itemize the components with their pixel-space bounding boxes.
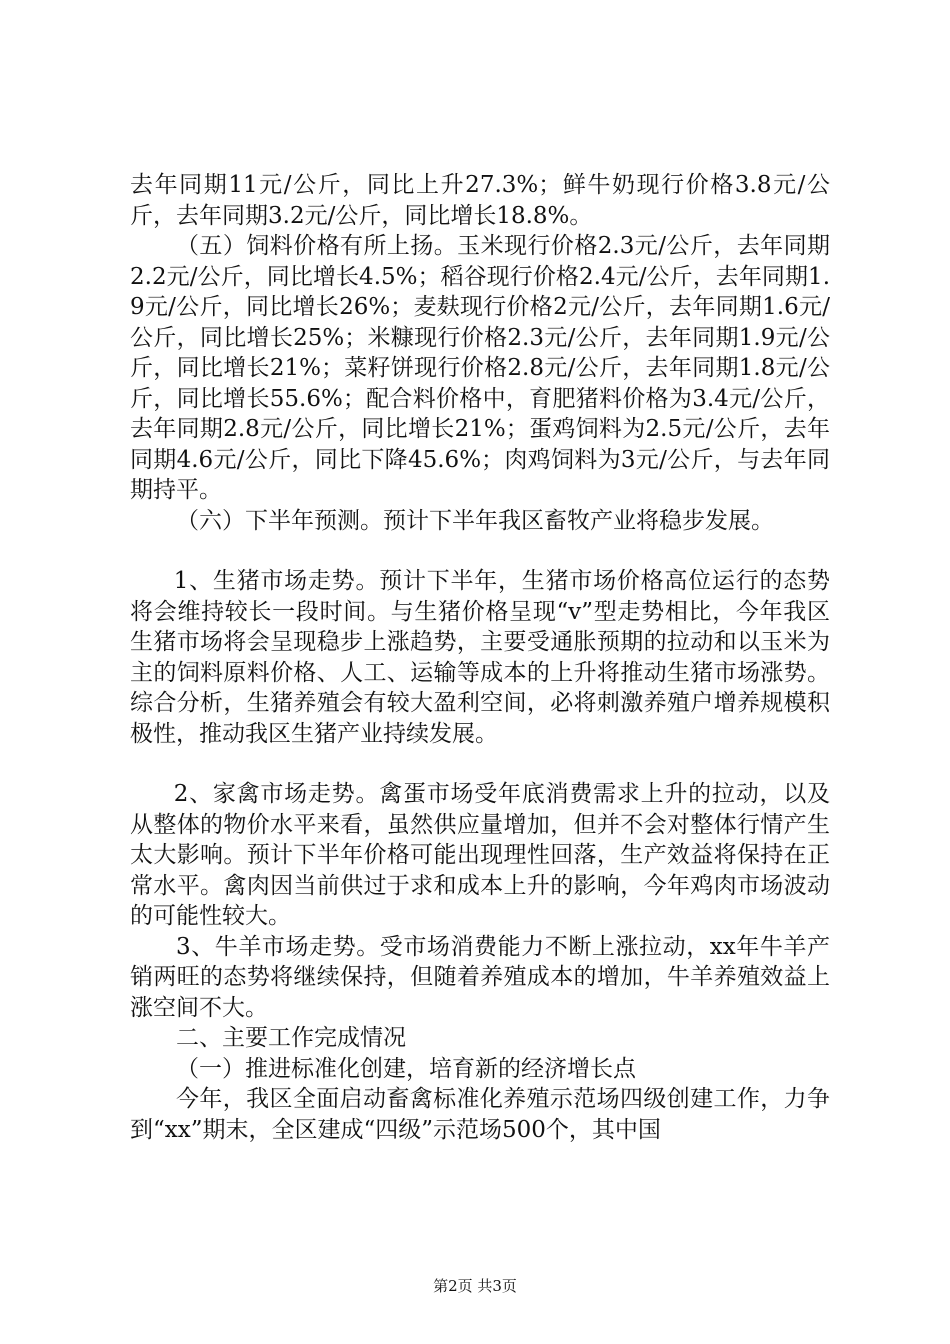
section-heading-main-work: 二、主要工作完成情况 — [176, 1025, 406, 1051]
paragraph-poultry-market: 2、家禽市场走势。禽蛋市场受年底消费需求上升的拉动，以及从整体的物价水平来看，虽然供应量增加，但并不会对整体行情产生太大影响。预计下半年价格可能出现理性回落，生产效益将保持在正常水平。禽肉因当前供过于求和成本上升的影响，今年鸡肉市场波动的可能性较大。 — [130, 781, 830, 929]
paragraph-milk-price: 去年同期11元/公斤，同比上升27.3%；鲜牛奶现行价格3.8元/公斤，去年同期3.2元/公斤，同比增长18.8%。 — [130, 172, 830, 229]
page-number-footer: 第2页 共3页 — [433, 1277, 517, 1295]
spacer — [130, 749, 830, 779]
paragraph-cattle-market: 3、牛羊市场走势。受市场消费能力不断上涨拉动，xx年牛羊产销两旺的态势将继续保持，但随着养殖成本的增加，牛羊养殖效益上涨空间不大。 — [130, 933, 830, 1021]
paragraph-pig-market: 1、生猪市场走势。预计下半年，生猪市场价格高位运行的态势将会维持较长一段时间。与生猪价格呈现“v”型走势相比，今年我区生猪市场将会呈现稳步上涨趋势，主要受通胀预期的拉动和以玉米为主的饲料原料价格、人工、运输等成本的上升将推动生猪市场涨势。综合分析，生猪养殖会有较大盈利空间，必将刺激养殖户增养规模积极性，推动我区生猪产业持续发展。 — [130, 568, 830, 747]
spacer — [130, 536, 830, 566]
paragraph-feed-price: （五）饲料价格有所上扬。玉米现行价格2.3元/公斤，去年同期2.2元/公斤，同比增长4.5%；稻谷现行价格2.4元/公斤，去年同期1.9元/公斤，同比增长26%；麦麸现行价格2元/公斤，去年同期1.6元/公斤，同比增长25%；米糠现行价格2.3元/公斤，去年同期1.9元/公斤，同比增长21%；菜籽饼现行价格2.8元/公斤，去年同期1.8元/公斤，同比增长55.6%；配合料价格中，育肥猪料价格为3.4元/公斤，去年同期2.8元/公斤，同比增长21%；蛋鸡饲料为2.5元/公斤，去年同期4.6元/公斤，同比下降45.6%；肉鸡饲料为3元/公斤，与去年同期持平。 — [130, 233, 830, 503]
document-body — [130, 170, 830, 1145]
paragraph-standardization: 今年，我区全面启动畜禽标准化养殖示范场四级创建工作，力争到“xx”期末，全区建成“四级”示范场500个，其中国 — [130, 1086, 830, 1143]
subsection-heading-standardization: （一）推进标准化创建，培育新的经济增长点 — [176, 1055, 636, 1082]
paragraph-forecast: （六）下半年预测。预计下半年我区畜牧产业将稳步发展。 — [176, 507, 774, 534]
